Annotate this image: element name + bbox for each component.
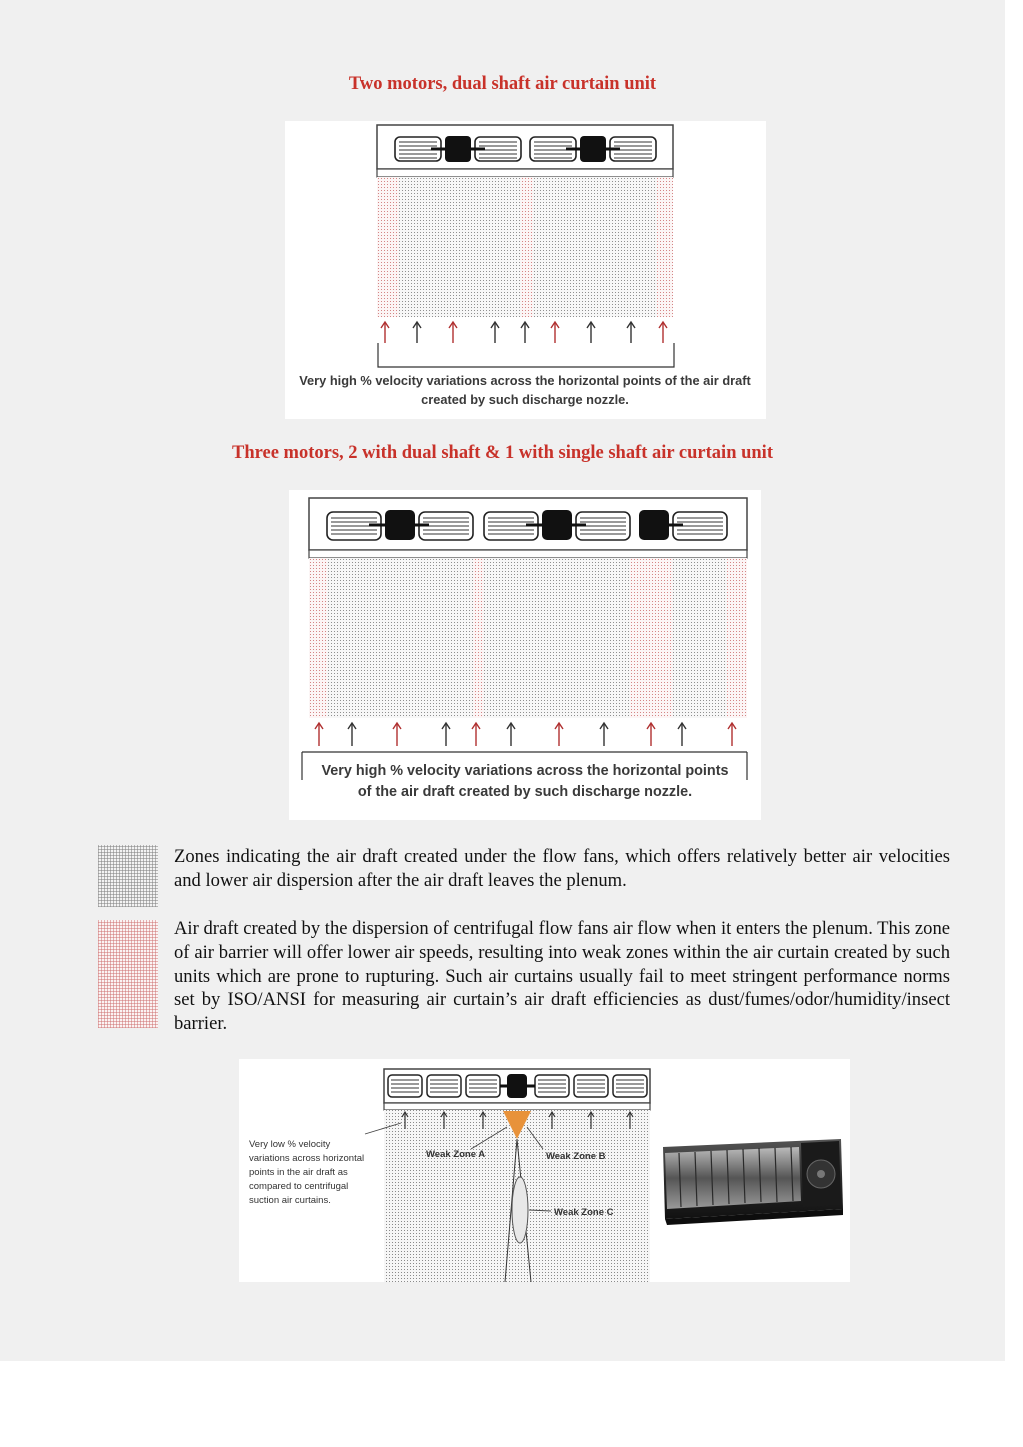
weak-zone-c-ellipse	[512, 1177, 528, 1243]
weak-zone-c-label: Weak Zone C	[554, 1207, 614, 1218]
velocity-arrows	[381, 322, 667, 343]
note-line-4: compared to centrifugal	[249, 1181, 349, 1192]
measurement-bracket	[378, 343, 674, 367]
flow-zone-swatch	[98, 845, 158, 907]
motor-assembly-3	[639, 510, 727, 540]
motor-assembly-1	[395, 136, 521, 162]
figure2-title: Three motors, 2 with dual shaft & 1 with single shaft air curtain unit	[232, 443, 773, 463]
figure1-caption-line2: created by such discharge nozzle.	[421, 392, 629, 407]
dispersion-zone-description: Air draft created by the dispersion of centrifugal flow fans air flow when it enters the plenum. This zone of air barrier will offer lower air speeds, resulting into weak zones within the air curtain created by such units which are prone to rupturing. Such air curtains usually fail to meet stringent performance norms set by ISO/ANSI for measuring air curtain’s air draft efficiencies as dust/fumes/odor/humidity/insect barrier.	[174, 918, 950, 1035]
weak-zone-a-label: Weak Zone A	[426, 1149, 486, 1160]
note-line-1: Very low % velocity	[249, 1139, 331, 1150]
velocity-arrows	[315, 723, 736, 746]
note-line-2: variations across horizontal	[249, 1153, 365, 1164]
weak-zone-b-label: Weak Zone B	[546, 1151, 606, 1162]
legend-dispersion-zone	[98, 917, 950, 1033]
figure1-two-motor-diagram	[285, 121, 766, 419]
note-line-3: points in the air draft as	[249, 1167, 348, 1178]
motor-assembly-2	[484, 510, 630, 540]
figure1-caption-line1: Very high % velocity variations across the horizontal points of the air draft	[299, 373, 751, 388]
motor-assembly-2	[530, 136, 656, 162]
air-curtain-product-photo	[663, 1139, 843, 1225]
flow-zone-description: Zones indicating the air draft created under the flow fans, which offers relatively better air velocities and lower air dispersion after the air draft leaves the plenum.	[174, 846, 950, 891]
air-draft-zones	[309, 558, 747, 718]
figure3-crossflow-diagram	[239, 1059, 850, 1282]
motor-assembly-1	[327, 510, 473, 540]
figure2-caption-line1: Very high % velocity variations across the horizontal points	[321, 763, 729, 779]
legend-flow-zone	[98, 845, 950, 909]
motor	[507, 1074, 527, 1098]
figure2-caption-line2: of the air draft created by such discharge nozzle.	[357, 784, 693, 800]
note-line-5: suction air curtains.	[249, 1195, 331, 1206]
figure2-three-motor-diagram	[289, 490, 761, 820]
dispersion-zone-swatch	[98, 920, 158, 1028]
air-draft-zones	[377, 177, 673, 317]
figure1-title: Two motors, dual shaft air curtain unit	[348, 74, 657, 94]
